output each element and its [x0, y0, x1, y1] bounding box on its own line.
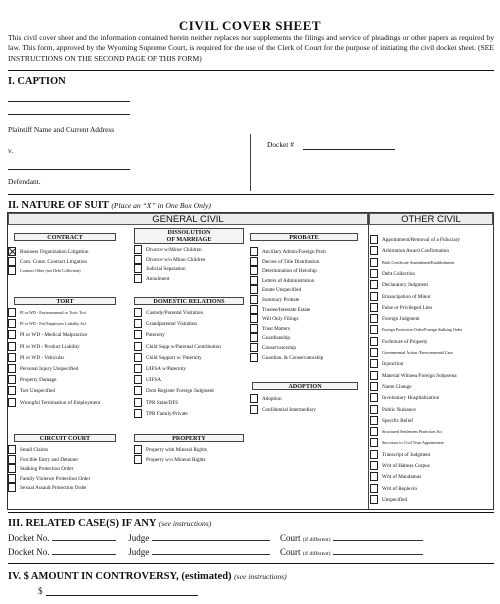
other-checkbox[interactable] [370, 325, 378, 334]
related-docket-label: Docket No. [8, 547, 50, 557]
contract-checkbox[interactable] [8, 266, 16, 275]
other-option-label: Writ of Mandamus [382, 474, 422, 481]
dissolution-option-label: Annulment [146, 275, 170, 282]
nature-top-rule [8, 194, 494, 195]
probate-option-label: Will Only Filings [262, 316, 299, 323]
domestic-option-label: TPR State/DFS [146, 399, 179, 406]
other-option-label: Forfeiture of Property [382, 338, 428, 345]
probate-checkbox[interactable] [250, 314, 258, 323]
related-docket-field[interactable] [52, 546, 116, 555]
domestic-checkbox[interactable] [134, 386, 142, 395]
other-option-label: Emancipation of Minor [382, 293, 431, 300]
docket-label: Docket # [267, 140, 294, 149]
contract-option-label: Business Organization Litigation [20, 249, 89, 255]
circuit-checkbox[interactable] [8, 483, 16, 492]
other-checkbox[interactable] [370, 269, 378, 278]
related-heading-text: III. RELATED CASE(S) IF ANY [8, 518, 157, 529]
other-option-label: Governmental Action /Environmental Case [382, 350, 453, 355]
contract-option-label: Com. Const. Contract Litigation [20, 258, 88, 265]
probate-checkbox[interactable] [250, 295, 258, 304]
tort-option-label: PI or WD - Medical Malpractice [20, 332, 88, 339]
adoption-checkbox[interactable] [250, 394, 258, 403]
domestic-checkbox[interactable] [134, 409, 142, 418]
other-option-label: Successor to Civil Trust Appointment [382, 440, 444, 446]
domestic-checkbox[interactable] [134, 330, 142, 339]
other-checkbox[interactable] [370, 371, 378, 380]
tort-option-label: PI or WD - Vehicular [20, 354, 65, 361]
other-checkbox[interactable] [370, 495, 378, 504]
tort-option-label: PI or WD - Environmental or Toxic Tort [20, 310, 86, 315]
probate-checkbox[interactable] [250, 247, 258, 256]
dissolution-checkbox[interactable] [134, 255, 142, 264]
plaintiff-line-1[interactable] [8, 101, 130, 102]
related-judge-field[interactable] [152, 532, 270, 541]
circuit-checkbox[interactable] [8, 464, 16, 473]
probate-option-label: Estate Unspecified [262, 287, 302, 294]
other-checkbox[interactable] [370, 314, 378, 323]
probate-checkbox[interactable] [250, 333, 258, 342]
probate-header: PROBATE [250, 233, 358, 241]
related-judge-label: Judge [128, 533, 150, 543]
related-court-field[interactable] [333, 532, 423, 541]
other-option-label: Declaratory Judgment [382, 282, 428, 289]
tort-checkbox[interactable] [8, 353, 16, 362]
circuit-option-label: Family Violence Protection Order [20, 475, 91, 482]
contract-checkbox[interactable] [8, 247, 16, 256]
related-heading [8, 518, 211, 529]
domestic-option-label: Custody/Parental Visitation [146, 310, 204, 316]
property-header: PROPERTY [134, 434, 244, 442]
adoption-checkbox[interactable] [250, 405, 258, 414]
other-checkbox[interactable] [370, 416, 378, 425]
nature-heading-text: II. NATURE OF SUIT [8, 200, 109, 211]
amount-heading-text: IV. $ AMOUNT IN CONTROVERSY, (estimated) [8, 571, 232, 582]
property-checkbox[interactable] [134, 455, 142, 464]
property-option-label: Property w/o Mineral Rights [146, 456, 206, 463]
probate-option-label: Guardian. & Conservatorship [262, 354, 324, 361]
other-option-label: Birth Certificate Amendment/Establishment [382, 259, 455, 265]
tort-option-label: PI or WD - Fed Employers Liability Act [20, 321, 86, 327]
contract-checkbox[interactable] [8, 257, 16, 266]
tort-header: TORT [14, 297, 116, 305]
related-docket-label: Docket No. [8, 533, 50, 543]
other-civil-divider [368, 213, 369, 509]
versus-label: v. [8, 146, 14, 155]
tort-checkbox[interactable] [8, 342, 16, 351]
plaintiff-label: Plaintiff Name and Current Address [8, 125, 115, 134]
tort-checkbox[interactable] [8, 308, 16, 317]
other-checkbox[interactable] [370, 472, 378, 481]
dissolution-option-label: Judicial Separation [146, 266, 186, 273]
probate-option-label: Summary Probate [262, 297, 300, 303]
other-option-label: Injunction [382, 361, 404, 368]
other-checkbox[interactable] [370, 280, 378, 289]
related-case-row-1 [8, 532, 498, 543]
tort-option-label: PI or WD - Product Liability [20, 343, 80, 350]
tort-checkbox[interactable] [8, 375, 16, 384]
probate-option-label: Determination of Heirship [262, 268, 317, 275]
probate-option-label: Decree of Title Distribution [262, 258, 320, 265]
domestic-checkbox[interactable] [134, 398, 142, 407]
amount-field[interactable] [46, 595, 198, 596]
other-checkbox[interactable] [370, 393, 378, 402]
domestic-option-label: TPR Family/Private [146, 410, 188, 417]
other-checkbox[interactable] [370, 427, 378, 436]
circuit-checkbox[interactable] [8, 474, 16, 483]
circuit-court-header: CIRCUIT COURT [14, 434, 116, 442]
dissolution-checkbox[interactable] [134, 245, 142, 254]
domestic-option-label: Paternity [146, 332, 165, 339]
probate-checkbox[interactable] [250, 353, 258, 362]
other-checkbox[interactable] [370, 246, 378, 255]
other-option-label: Name Change [382, 383, 412, 390]
probate-option-label: Conservatorship [262, 345, 297, 351]
caption-top-rule [8, 70, 494, 71]
circuit-checkbox[interactable] [8, 445, 16, 454]
tort-option-label: Personal Injury Unspecified [20, 366, 79, 372]
probate-option-label: Letters of Administration [262, 277, 315, 284]
domestic-checkbox[interactable] [134, 342, 142, 351]
property-checkbox[interactable] [134, 445, 142, 454]
tort-checkbox[interactable] [8, 364, 16, 373]
defendant-line[interactable] [8, 169, 130, 170]
probate-option-label: Trustee/Intestate Estate [262, 306, 311, 313]
form-title: CIVIL COVER SHEET [178, 18, 322, 33]
dissolution-header-line1: DISSOLUTION [167, 229, 211, 236]
related-court-label: Court [280, 547, 301, 557]
adoption-option-label: Confidential Intermediary [262, 407, 317, 413]
probate-option-label: Guardianship [262, 335, 290, 342]
related-docket-field[interactable] [52, 532, 116, 541]
other-checkbox[interactable] [370, 359, 378, 368]
other-option-label: Debt Collection [382, 270, 415, 277]
domestic-option-label: Child Supp w/Parental Contribution [146, 343, 221, 350]
domestic-option-label: UIFSA w/Paternity [146, 366, 186, 372]
other-option-label: Material Witness/Foreign Subpoena [382, 372, 457, 379]
other-option-label: Appointment/Removal of a Fiduciary [382, 237, 460, 243]
domestic-checkbox[interactable] [134, 364, 142, 373]
other-checkbox[interactable] [370, 292, 378, 301]
probate-checkbox[interactable] [250, 324, 258, 333]
probate-checkbox[interactable] [250, 257, 258, 266]
domestic-checkbox[interactable] [134, 308, 142, 317]
probate-checkbox[interactable] [250, 276, 258, 285]
related-heading-note: (see instructions) [158, 519, 212, 528]
other-checkbox[interactable] [370, 258, 378, 267]
adoption-option-label: Adoption [262, 396, 282, 402]
circuit-option-label: Small Claims [20, 447, 49, 453]
caption-divider [250, 134, 251, 191]
other-option-label: Writ of Habeas Corpus [382, 463, 430, 469]
other-option-label: Foreign Protection Order/Foreign Stalking Order [382, 327, 463, 333]
domestic-checkbox[interactable] [134, 319, 142, 328]
contract-option-label: Contract Other (not Debt Collection) [20, 268, 81, 273]
amount-dollar-sign: $ [38, 586, 43, 596]
caption-heading: I. CAPTION [8, 76, 66, 87]
defendant-label: Defendant. [8, 177, 41, 186]
other-checkbox[interactable] [370, 484, 378, 493]
related-top-rule [8, 512, 494, 513]
other-option-label: Public Nuisance [382, 406, 416, 413]
other-checkbox[interactable] [370, 382, 378, 391]
related-judge-field[interactable] [152, 546, 270, 555]
other-checkbox[interactable] [370, 303, 378, 312]
related-case-row-2 [8, 546, 498, 557]
probate-option-label: Trust Matters [262, 325, 290, 332]
related-judge-label: Judge [128, 547, 150, 557]
amount-heading [8, 571, 287, 582]
other-checkbox[interactable] [370, 348, 378, 357]
tort-option-label: Tort Unspecified [20, 388, 55, 395]
probate-checkbox[interactable] [250, 266, 258, 275]
other-checkbox[interactable] [370, 461, 378, 470]
tort-checkbox[interactable] [8, 330, 16, 339]
domestic-option-label: Grandparental Visitation [146, 321, 198, 328]
circuit-checkbox[interactable] [8, 455, 16, 464]
dissolution-checkbox[interactable] [134, 264, 142, 273]
other-option-label: Writ of Replevin [382, 485, 417, 492]
form-intro: This civil cover sheet and the information contained herein neither replaces nor supplements the filings and service of pleadings or other papers as required by law. This form, approved by the Wyoming Supreme Court, is required for the use of the Clerk of Court for the purpose of initiating the civil docket sheet. (SEE INSTRUCTIONS ON THE SECOND PAGE OF THIS FORM) [8, 33, 494, 63]
tort-option-label: Wrongful Termination of Employment [20, 399, 101, 406]
probate-checkbox[interactable] [250, 343, 258, 352]
domestic-option-label: Child Support w/ Paternity [146, 354, 202, 361]
tort-checkbox[interactable] [8, 319, 16, 328]
contract-header: CONTRACT [14, 233, 116, 241]
nature-heading [8, 200, 211, 211]
related-court-note: (if different) [302, 537, 331, 543]
circuit-option-label: Stalking Protection Order [20, 466, 74, 473]
dissolution-checkbox[interactable] [134, 274, 142, 283]
other-checkbox[interactable] [370, 235, 378, 244]
other-option-label: False or Privileged Lien [382, 304, 432, 311]
domestic-checkbox[interactable] [134, 375, 142, 384]
other-civil-header: OTHER CIVIL [369, 213, 493, 225]
circuit-option-label: Forcible Entry and Detainer [20, 456, 79, 463]
related-court-label: Court [280, 533, 301, 543]
other-checkbox[interactable] [370, 438, 378, 447]
property-option-label: Property with Mineral Rights [146, 447, 207, 453]
other-checkbox[interactable] [370, 405, 378, 414]
other-option-label: Foreign Judgment [382, 316, 420, 323]
adoption-header: ADOPTION [252, 382, 358, 390]
other-checkbox[interactable] [370, 450, 378, 459]
domestic-option-label: UIFSA [146, 377, 161, 384]
tort-option-label: Property Damage [20, 377, 57, 384]
related-court-field[interactable] [333, 546, 423, 555]
other-option-label: Structured Settlement Protection Act [382, 429, 443, 435]
other-option-label: Unspecified [382, 496, 408, 503]
other-option-label: Transcript of Judgment [382, 451, 431, 458]
domestic-relations-header: DOMESTIC RELATIONS [134, 297, 244, 305]
plaintiff-line-2[interactable] [8, 114, 130, 115]
tort-checkbox[interactable] [8, 398, 16, 407]
tort-checkbox[interactable] [8, 386, 16, 395]
general-civil-header: GENERAL CIVIL [8, 213, 368, 225]
amount-top-rule [8, 563, 494, 564]
nature-heading-note: (Place an “X” in One Box Only) [111, 201, 211, 210]
other-option-label: Arbitration Award Confirmation [382, 248, 449, 255]
dissolution-option-label: Divorce w/Minor Children [146, 247, 202, 253]
related-court-note: (if different) [302, 551, 331, 557]
probate-option-label: Ancillary Admin/Foreign Prob [262, 249, 326, 255]
docket-number-field[interactable] [303, 149, 395, 150]
dissolution-option-label: Divorce w/o Minor Children [146, 256, 206, 263]
dissolution-header [134, 228, 244, 244]
dissolution-header-line2: OF MARRIAGE [166, 236, 212, 243]
other-option-label: Involuntary Hospitalization [382, 395, 440, 402]
circuit-option-label: Sexual Assault Protection Order [20, 485, 87, 492]
domestic-checkbox[interactable] [134, 353, 142, 362]
probate-checkbox[interactable] [250, 305, 258, 314]
other-option-label: Specific Relief [382, 417, 413, 424]
amount-heading-note: (see instructions) [234, 572, 287, 581]
probate-checkbox[interactable] [250, 285, 258, 294]
domestic-option-label: Dom Register Foreign Judgment [146, 388, 214, 395]
other-checkbox[interactable] [370, 337, 378, 346]
